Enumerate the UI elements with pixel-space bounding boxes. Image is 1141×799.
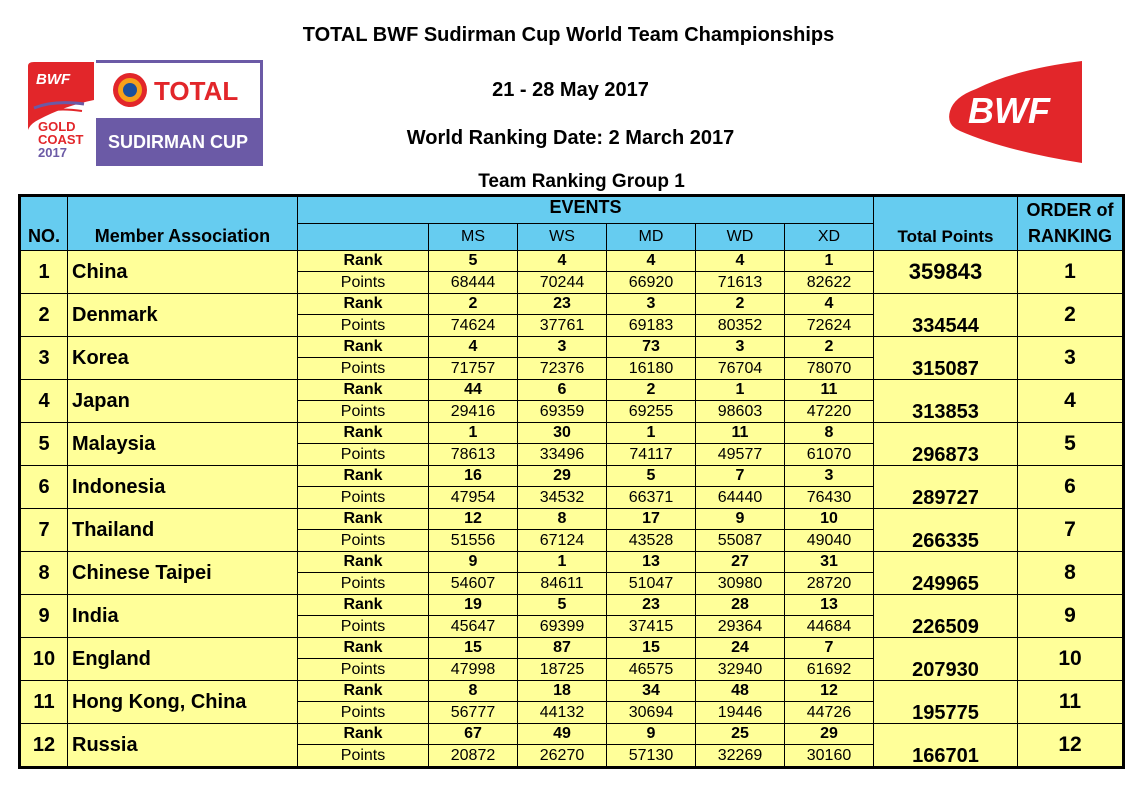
bwf-logo	[946, 61, 1082, 163]
event-points: 64440	[696, 487, 785, 509]
team-number: 1	[20, 251, 68, 294]
event-points: 28720	[785, 573, 874, 595]
event-points: 76704	[696, 358, 785, 380]
team-row	[20, 251, 1124, 272]
event-rank: 28	[696, 595, 785, 616]
event-points: 51556	[429, 530, 518, 552]
order-label-2: RANKING	[1028, 226, 1112, 247]
events-header: EVENTS	[298, 196, 874, 224]
event-header-xd: XD	[785, 224, 874, 251]
order-of-ranking: 9	[1018, 595, 1124, 638]
event-rank: 13	[785, 595, 874, 616]
team-row	[20, 294, 1124, 315]
event-rank: 5	[607, 466, 696, 487]
event-rank: 9	[696, 509, 785, 530]
member-association: England	[68, 638, 298, 681]
event-header-wd: WD	[696, 224, 785, 251]
event-rank: 23	[607, 595, 696, 616]
no-header: NO.	[20, 224, 68, 251]
member-association: Japan	[68, 380, 298, 423]
event-rank: 1	[785, 251, 874, 272]
team-row	[20, 638, 1124, 659]
event-rank: 25	[696, 724, 785, 745]
event-rank: 7	[785, 638, 874, 659]
member-association: Russia	[68, 724, 298, 768]
total-points: 166701	[874, 724, 1018, 768]
event-header-ws: WS	[518, 224, 607, 251]
event-points: 47998	[429, 659, 518, 681]
event-rank: 67	[429, 724, 518, 745]
event-rank: 29	[518, 466, 607, 487]
event-rank: 2	[785, 337, 874, 358]
event-points: 61070	[785, 444, 874, 466]
team-number: 7	[20, 509, 68, 552]
ranking-date: World Ranking Date: 2 March 2017	[406, 127, 735, 149]
team-number: 11	[20, 681, 68, 724]
total-points: 315087	[874, 337, 1018, 380]
event-rank: 3	[696, 337, 785, 358]
event-points: 78613	[429, 444, 518, 466]
event-points: 30160	[785, 745, 874, 768]
event-points: 49577	[696, 444, 785, 466]
event-points: 70244	[518, 272, 607, 294]
event-rank: 4	[429, 337, 518, 358]
team-row	[20, 380, 1124, 401]
logo-bwf-text: BWF	[36, 71, 71, 88]
event-rank: 15	[429, 638, 518, 659]
event-rank: 29	[785, 724, 874, 745]
event-points: 30980	[696, 573, 785, 595]
event-points: 55087	[696, 530, 785, 552]
event-rank: 5	[429, 251, 518, 272]
event-rank: 19	[429, 595, 518, 616]
event-rank: 17	[607, 509, 696, 530]
team-row	[20, 595, 1124, 616]
order-of-ranking: 6	[1018, 466, 1124, 509]
member-association: Hong Kong, China	[68, 681, 298, 724]
event-points: 26270	[518, 745, 607, 768]
team-number: 8	[20, 552, 68, 595]
event-points: 84611	[518, 573, 607, 595]
total-points: 195775	[874, 681, 1018, 724]
event-points: 72624	[785, 315, 874, 337]
event-rank: 8	[429, 681, 518, 702]
event-rank: 5	[518, 595, 607, 616]
points-label: Points	[298, 702, 429, 724]
event-points: 69399	[518, 616, 607, 638]
event-points: 43528	[607, 530, 696, 552]
order-of-ranking: 5	[1018, 423, 1124, 466]
order-of-ranking: 12	[1018, 724, 1124, 768]
event-rank: 16	[429, 466, 518, 487]
event-points: 56777	[429, 702, 518, 724]
event-rank: 1	[518, 552, 607, 573]
event-rank: 6	[518, 380, 607, 401]
event-rank: 23	[518, 294, 607, 315]
event-points: 74624	[429, 315, 518, 337]
points-label: Points	[298, 745, 429, 768]
event-points: 19446	[696, 702, 785, 724]
points-label: Points	[298, 358, 429, 380]
team-number: 6	[20, 466, 68, 509]
event-rank: 4	[696, 251, 785, 272]
group-title: Team Ranking Group 1	[478, 171, 685, 192]
event-rank: 2	[429, 294, 518, 315]
rank-label: Rank	[298, 423, 429, 444]
event-rank: 3	[607, 294, 696, 315]
logo-coast-text: COAST	[38, 132, 84, 147]
event-points: 45647	[429, 616, 518, 638]
event-rank: 4	[607, 251, 696, 272]
event-rank: 13	[607, 552, 696, 573]
points-label: Points	[298, 530, 429, 552]
event-rank: 87	[518, 638, 607, 659]
points-label: Points	[298, 487, 429, 509]
rank-label: Rank	[298, 380, 429, 401]
event-points: 29364	[696, 616, 785, 638]
event-points: 47954	[429, 487, 518, 509]
event-rank: 27	[696, 552, 785, 573]
event-points: 74117	[607, 444, 696, 466]
team-number: 4	[20, 380, 68, 423]
total-points: 249965	[874, 552, 1018, 595]
total-points: 266335	[874, 509, 1018, 552]
event-points: 71757	[429, 358, 518, 380]
event-points: 82622	[785, 272, 874, 294]
total-points: 359843	[874, 251, 1018, 294]
team-number: 3	[20, 337, 68, 380]
page-title: TOTAL BWF Sudirman Cup World Team Championships	[302, 24, 835, 46]
team-row	[20, 552, 1124, 573]
points-label: Points	[298, 315, 429, 337]
member-association: Korea	[68, 337, 298, 380]
event-rank: 2	[696, 294, 785, 315]
event-rank: 18	[518, 681, 607, 702]
event-points: 98603	[696, 401, 785, 423]
points-label: Points	[298, 444, 429, 466]
member-association: Thailand	[68, 509, 298, 552]
order-of-ranking: 3	[1018, 337, 1124, 380]
team-row	[20, 423, 1124, 444]
event-points: 69359	[518, 401, 607, 423]
event-rank: 34	[607, 681, 696, 702]
event-points: 44726	[785, 702, 874, 724]
points-label: Points	[298, 659, 429, 681]
event-rank: 1	[607, 423, 696, 444]
event-rank: 2	[607, 380, 696, 401]
member-header: Member Association	[68, 224, 298, 251]
event-points: 44684	[785, 616, 874, 638]
rank-label: Rank	[298, 466, 429, 487]
event-rank: 3	[785, 466, 874, 487]
rank-label: Rank	[298, 509, 429, 530]
rank-label: Rank	[298, 724, 429, 745]
event-rank: 44	[429, 380, 518, 401]
event-rank: 7	[696, 466, 785, 487]
event-dates: 21 - 28 May 2017	[492, 79, 649, 101]
event-header-md: MD	[607, 224, 696, 251]
team-number: 5	[20, 423, 68, 466]
event-points: 76430	[785, 487, 874, 509]
team-number: 9	[20, 595, 68, 638]
event-points: 69183	[607, 315, 696, 337]
points-label: Points	[298, 573, 429, 595]
order-of-ranking: 2	[1018, 294, 1124, 337]
member-association: Denmark	[68, 294, 298, 337]
event-rank: 4	[785, 294, 874, 315]
logo-bwf-right-text: BWF	[968, 90, 1050, 131]
event-points: 66920	[607, 272, 696, 294]
event-points: 78070	[785, 358, 874, 380]
event-header-ms: MS	[429, 224, 518, 251]
event-points: 32940	[696, 659, 785, 681]
event-rank: 11	[696, 423, 785, 444]
event-points: 29416	[429, 401, 518, 423]
logo-total-text: TOTAL	[154, 76, 239, 106]
rank-label: Rank	[298, 294, 429, 315]
member-association: China	[68, 251, 298, 294]
rank-label: Rank	[298, 552, 429, 573]
event-points: 80352	[696, 315, 785, 337]
total-points: 296873	[874, 423, 1018, 466]
team-number: 10	[20, 638, 68, 681]
event-rank: 31	[785, 552, 874, 573]
order-of-ranking: 11	[1018, 681, 1124, 724]
total-points: 289727	[874, 466, 1018, 509]
event-rank: 10	[785, 509, 874, 530]
order-of-ranking: 10	[1018, 638, 1124, 681]
event-rank: 24	[696, 638, 785, 659]
event-rank: 49	[518, 724, 607, 745]
team-ranking-table	[18, 194, 1125, 769]
event-points: 20872	[429, 745, 518, 768]
logo-gold-text: GOLD	[38, 119, 76, 134]
event-rank: 1	[429, 423, 518, 444]
event-rank: 4	[518, 251, 607, 272]
order-header-line2	[1018, 224, 1124, 251]
event-points: 67124	[518, 530, 607, 552]
points-label: Points	[298, 616, 429, 638]
event-points: 16180	[607, 358, 696, 380]
member-association: Chinese Taipei	[68, 552, 298, 595]
team-row	[20, 509, 1124, 530]
event-points: 18725	[518, 659, 607, 681]
event-rank: 12	[785, 681, 874, 702]
event-points: 37415	[607, 616, 696, 638]
team-row	[20, 724, 1124, 745]
order-header-line1	[1018, 196, 1124, 224]
team-row	[20, 466, 1124, 487]
event-points: 68444	[429, 272, 518, 294]
rank-label: Rank	[298, 681, 429, 702]
order-label-1: ORDER of	[1026, 199, 1114, 220]
event-points: 71613	[696, 272, 785, 294]
event-rank: 8	[785, 423, 874, 444]
event-points: 66371	[607, 487, 696, 509]
team-number: 2	[20, 294, 68, 337]
event-points: 51047	[607, 573, 696, 595]
event-points: 33496	[518, 444, 607, 466]
event-rank: 73	[607, 337, 696, 358]
event-points: 47220	[785, 401, 874, 423]
rank-label: Rank	[298, 638, 429, 659]
rank-label: Rank	[298, 251, 429, 272]
event-points: 72376	[518, 358, 607, 380]
total-points: 334544	[874, 294, 1018, 337]
sudirman-cup-logo	[24, 60, 263, 166]
points-label: Points	[298, 401, 429, 423]
team-row	[20, 681, 1124, 702]
total-points: 226509	[874, 595, 1018, 638]
event-points: 54607	[429, 573, 518, 595]
total-header: Total Points	[874, 224, 1018, 251]
event-rank: 11	[785, 380, 874, 401]
event-rank: 1	[696, 380, 785, 401]
event-rank: 9	[429, 552, 518, 573]
member-association: Malaysia	[68, 423, 298, 466]
rank-label: Rank	[298, 595, 429, 616]
total-points: 313853	[874, 380, 1018, 423]
event-points: 46575	[607, 659, 696, 681]
order-of-ranking: 7	[1018, 509, 1124, 552]
rank-label: Rank	[298, 337, 429, 358]
event-points: 37761	[518, 315, 607, 337]
event-points: 61692	[785, 659, 874, 681]
event-points: 69255	[607, 401, 696, 423]
order-of-ranking: 8	[1018, 552, 1124, 595]
event-rank: 30	[518, 423, 607, 444]
member-association: Indonesia	[68, 466, 298, 509]
points-label: Points	[298, 272, 429, 294]
event-points: 32269	[696, 745, 785, 768]
event-rank: 9	[607, 724, 696, 745]
member-association: India	[68, 595, 298, 638]
order-of-ranking: 1	[1018, 251, 1124, 294]
team-number: 12	[20, 724, 68, 768]
team-row	[20, 337, 1124, 358]
event-rank: 8	[518, 509, 607, 530]
event-rank: 3	[518, 337, 607, 358]
event-rank: 48	[696, 681, 785, 702]
event-rank: 12	[429, 509, 518, 530]
event-points: 30694	[607, 702, 696, 724]
logo-year-text: 2017	[38, 145, 67, 160]
event-points: 44132	[518, 702, 607, 724]
event-points: 49040	[785, 530, 874, 552]
order-of-ranking: 4	[1018, 380, 1124, 423]
event-points: 57130	[607, 745, 696, 768]
event-rank: 15	[607, 638, 696, 659]
logo-cup-text: SUDIRMAN CUP	[108, 132, 249, 152]
event-points: 34532	[518, 487, 607, 509]
total-points: 207930	[874, 638, 1018, 681]
